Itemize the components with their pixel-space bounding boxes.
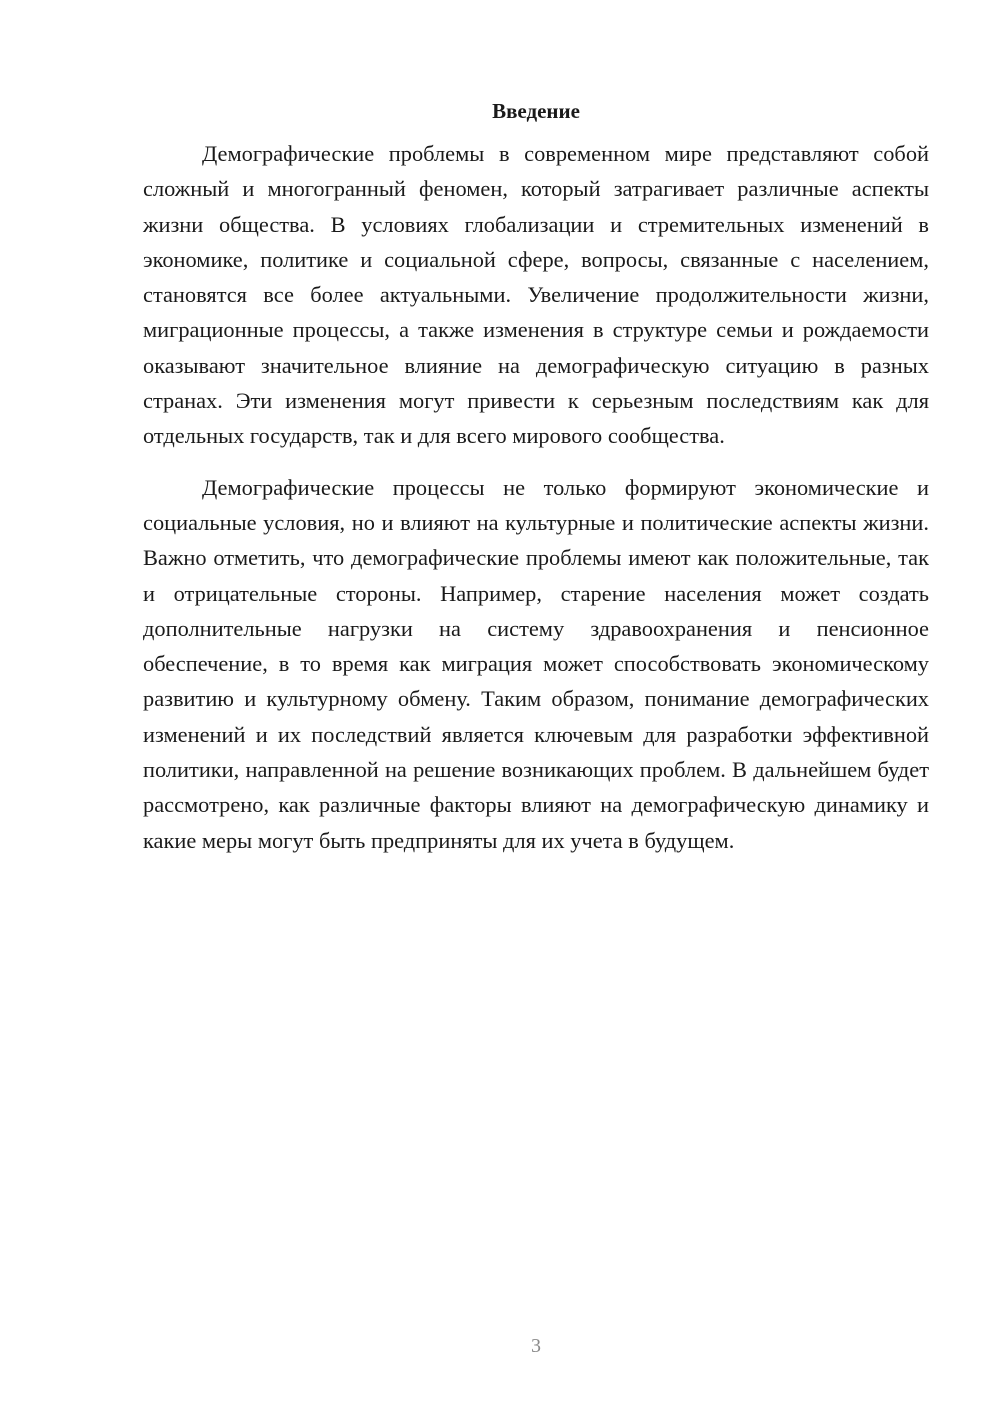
page-number: 3 [531, 1335, 541, 1357]
paragraph-1: Демографические проблемы в современном мире представляют собой сложный и многогранный феномен, который затрагивает различные аспекты жизни общества. В условиях глобализации и стремительных изменений в экономике, политике и социальной сфере, вопросы, связанные с населением, становятся все более актуальными. Увеличение продолжительности жизни, миграционные процессы, а также изменения в структуре семьи и рождаемости оказывают значительное влияние на демографическую ситуацию в разных странах. Эти изменения могут привести к серьезным последствиям как для отдельных государств, так и для всего мирового сообщества. [143, 141, 929, 449]
page-content [143, 96, 929, 858]
paragraph-2: Демографические процессы не только формируют экономические и социальные условия, но и влияют на культурные и политические аспекты жизни. Важно отметить, что демографические проблемы имеют как положительные, так и отрицательные стороны. Например, старение населения может создать дополнительные нагрузки на систему здравоохранения и пенсионное обеспечение, в то время как миграция может способствовать экономическому развитию и культурному обмену. Таким образом, понимание демографических изменений и их последствий является ключевым для разработки эффективной политики, направленной на решение возникающих проблем. В дальнейшем будет рассмотрено, как различные факторы влияют на демографическую динамику и какие меры могут быть предприняты для их учета в будущем. [143, 474, 929, 853]
section-heading: Введение [492, 99, 580, 123]
